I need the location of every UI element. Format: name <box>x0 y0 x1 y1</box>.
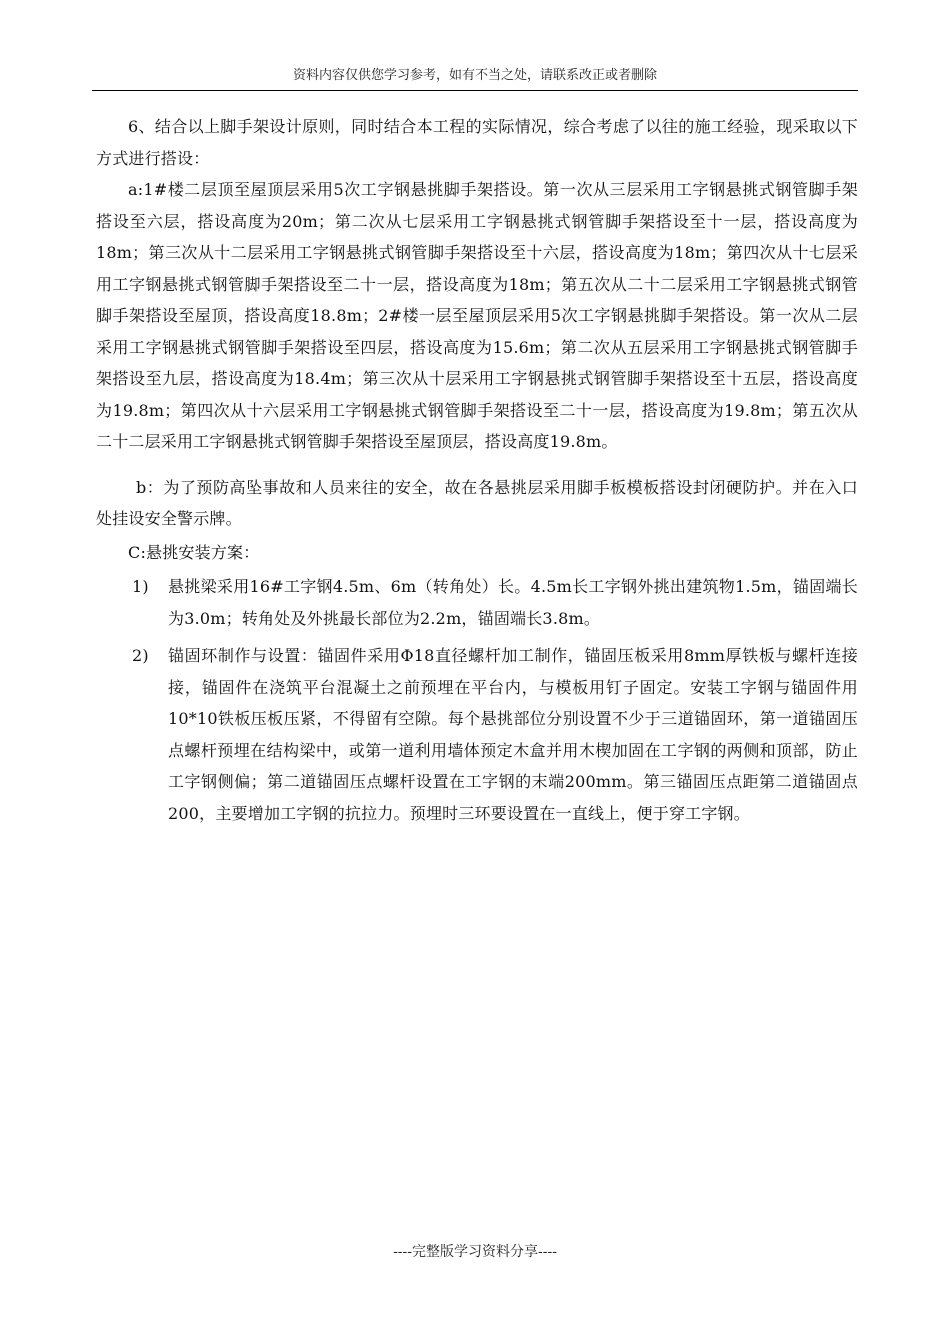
page-header: 资料内容仅供您学习参考，如有不当之处，请联系改正或者删除 <box>292 68 657 83</box>
paragraph-a: a:1#楼二层顶至屋顶层采用5次工字钢悬挑脚手架搭设。第一次从三层采用工字钢悬挑式钢管脚手架搭设至六层，搭设高度为20m；第二次从七层采用工字钢悬挑式钢管脚手架搭设至十一层，搭设高度为18m；第三次从十二层采用工字钢悬挑式钢管脚手架搭设至十六层，搭设高度为18m；第四次从十七层采用工字钢悬挑式钢管脚手架搭设至二十一层，搭设高度为18m；第五次从二十二层采用工字钢悬挑式钢管脚手架搭设至屋顶，搭设高度18.8m；2#楼一层至屋顶层采用5次工字钢悬挑脚手架搭设。第一次从二层采用工字钢悬挑式钢管脚手架搭设至四层，搭设高度为15.6m；第二次从五层采用工字钢悬挑式钢管脚手架搭设至九层，搭设高度为18.4m；第三次从十层采用工字钢悬挑式钢管脚手架搭设至十五层，搭设高度为19.8m；第四次从十六层采用工字钢悬挑式钢管脚手架搭设至二十一层，搭设高度为19.8m；第五次从二十二层采用工字钢悬挑式钢管脚手架搭设至屋顶层，搭设高度19.8m。 <box>96 180 858 451</box>
document-body <box>96 111 858 829</box>
list-item-number: 1) <box>132 577 149 596</box>
header-divider <box>92 90 858 91</box>
list-item <box>96 640 858 829</box>
paragraph-b: b：为了预防高坠事故和人员来往的安全，故在各悬挑层采用脚手板模板搭设封闭硬防护。并在入口处挂设安全警示牌。 <box>96 477 858 528</box>
list-item-number: 2) <box>132 646 149 665</box>
installation-list <box>96 571 858 829</box>
list-item-text: 锚固环制作与设置：锚固件采用Φ18直径螺杆加工制作，锚固压板采用8mm厚铁板与螺杆连接接，锚固件在浇筑平台混凝土之前预埋在平台内，与模板用钉子固定。安装工字钢与锚固件用10*10铁板压板压紧，不得留有空隙。每个悬挑部位分别设置不少于三道锚固环，第一道锚固压点螺杆预埋在结构梁中，或第一道利用墙体预定木盒并用木楔加固在工字钢的两侧和顶部，防止工字钢侧偏；第二道锚固压点螺杆设置在工字钢的末端200mm。第三锚固压点距第二道锚固点200，主要增加工字钢的抗拉力。预埋时三环要设置在一直线上，便于穿工字钢。 <box>168 646 858 823</box>
paragraph-6: 6、结合以上脚手架设计原则，同时结合本工程的实际情况，综合考虑了以往的施工经验，现采取以下方式进行搭设： <box>96 117 858 168</box>
paragraph-c-heading: C:悬挑安装方案： <box>128 542 260 562</box>
list-item <box>96 571 858 634</box>
page-footer: ----完整版学习资料分享---- <box>393 1244 557 1260</box>
list-item-text: 悬挑梁采用16#工字钢4.5m、6m（转角处）长。4.5m长工字钢外挑出建筑物1.5m，锚固端长为3.0m；转角处及外挑最长部位为2.2m，锚固端长3.8m。 <box>168 577 858 628</box>
